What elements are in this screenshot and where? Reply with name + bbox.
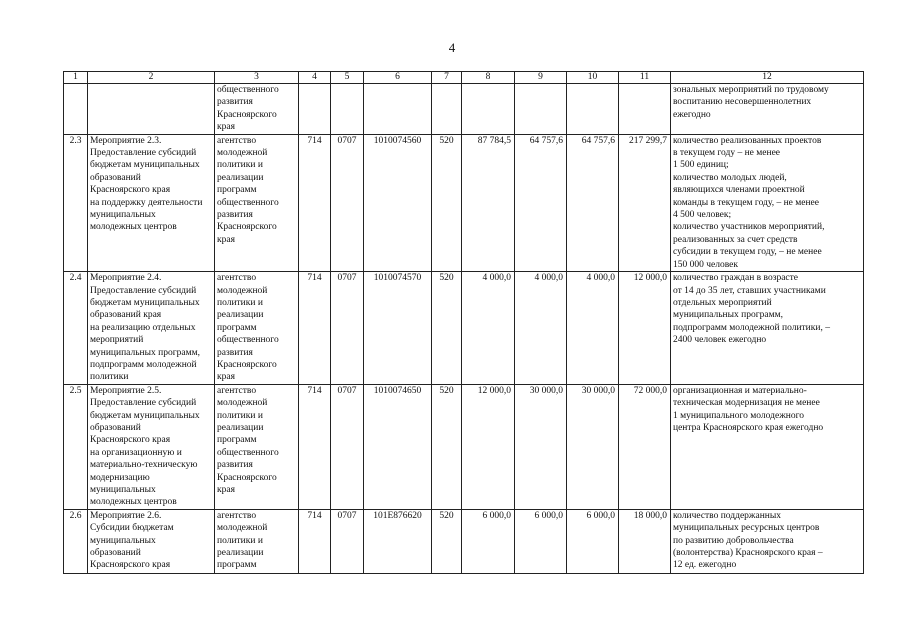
- cell-result: количество реализованных проектов в текущем году – не менее 1 500 единиц; количество молодых людей, являющихся членами проектной команды в текущем году, – не менее 4 500 человек; количество участников мероприятий, реализованных за счет средств субсидии в текущем году, – не менее 150 000 человек: [671, 134, 864, 271]
- table-row: [64, 272, 864, 385]
- cell-result: зональных мероприятий по трудовому воспитанию несовершеннолетних ежегодно: [671, 84, 864, 135]
- cell-vr: 520: [432, 384, 462, 509]
- col-header: 11: [619, 72, 671, 84]
- cell-number: 2.6: [64, 509, 88, 573]
- col-header: 2: [88, 72, 215, 84]
- cell-grbs: [299, 84, 331, 135]
- cell-year1: 87 784,5: [462, 134, 515, 271]
- cell-number: 2.3: [64, 134, 88, 271]
- cell-year1: [462, 84, 515, 135]
- cell-year1: 4 000,0: [462, 272, 515, 385]
- cell-csr: [364, 84, 432, 135]
- col-header: 1: [64, 72, 88, 84]
- cell-year1: 6 000,0: [462, 509, 515, 573]
- cell-event: [88, 84, 215, 135]
- cell-csr: 101E876620: [364, 509, 432, 573]
- cell-vr: 520: [432, 509, 462, 573]
- cell-year2: [515, 84, 567, 135]
- cell-total: 18 000,0: [619, 509, 671, 573]
- cell-event: Мероприятие 2.4. Предоставление субсидий бюджетам муниципальных образований края на реализацию отдельных мероприятий муниципальных программ, подпрограмм молодежной политики: [88, 272, 215, 385]
- table-row: [64, 84, 864, 135]
- cell-executor: агентство молодежной политики и реализации программ общественного развития Красноярского края: [215, 134, 299, 271]
- table-row: [64, 134, 864, 271]
- cell-event: Мероприятие 2.6. Субсидии бюджетам муниципальных образований Красноярского края: [88, 509, 215, 573]
- cell-event: Мероприятие 2.5. Предоставление субсидий бюджетам муниципальных образований Красноярского края на организационную и материально-техническую модернизацию муниципальных молодежных центров: [88, 384, 215, 509]
- cell-rzpr: [331, 84, 364, 135]
- cell-grbs: 714: [299, 509, 331, 573]
- cell-rzpr: 0707: [331, 384, 364, 509]
- cell-year3: 4 000,0: [567, 272, 619, 385]
- cell-rzpr: 0707: [331, 134, 364, 271]
- cell-grbs: 714: [299, 134, 331, 271]
- header-row: [64, 72, 864, 84]
- cell-year2: 64 757,6: [515, 134, 567, 271]
- cell-result: количество граждан в возрасте от 14 до 35 лет, ставших участниками отдельных мероприятий муниципальных программ, подпрограмм молодежной политики, – 2400 человек ежегодно: [671, 272, 864, 385]
- cell-year1: 12 000,0: [462, 384, 515, 509]
- cell-total: [619, 84, 671, 135]
- program-table: [63, 71, 864, 574]
- cell-year2: 4 000,0: [515, 272, 567, 385]
- cell-year3: 6 000,0: [567, 509, 619, 573]
- cell-result: организационная и материально- техническая модернизация не менее 1 муниципального молодежного центра Красноярского края ежегодно: [671, 384, 864, 509]
- col-header: 5: [331, 72, 364, 84]
- table-row: [64, 509, 864, 573]
- col-header: 12: [671, 72, 864, 84]
- cell-year3: [567, 84, 619, 135]
- cell-vr: [432, 84, 462, 135]
- cell-rzpr: 0707: [331, 272, 364, 385]
- col-header: 9: [515, 72, 567, 84]
- col-header: 6: [364, 72, 432, 84]
- cell-grbs: 714: [299, 384, 331, 509]
- cell-result: количество поддержанных муниципальных ресурсных центров по развитию добровольчества (волонтерства) Красноярского края – 12 ед. ежегодно: [671, 509, 864, 573]
- cell-total: 12 000,0: [619, 272, 671, 385]
- cell-csr: 1010074570: [364, 272, 432, 385]
- cell-executor: агентство молодежной политики и реализации программ общественного развития Красноярского края: [215, 384, 299, 509]
- col-header: 7: [432, 72, 462, 84]
- cell-csr: 1010074560: [364, 134, 432, 271]
- cell-csr: 1010074650: [364, 384, 432, 509]
- cell-number: 2.4: [64, 272, 88, 385]
- page-number: 4: [448, 40, 456, 55]
- table-row: [64, 384, 864, 509]
- cell-vr: 520: [432, 272, 462, 385]
- cell-year2: 6 000,0: [515, 509, 567, 573]
- cell-vr: 520: [432, 134, 462, 271]
- cell-executor: общественного развития Красноярского края: [215, 84, 299, 135]
- cell-event: Мероприятие 2.3. Предоставление субсидий бюджетам муниципальных образований Красноярского края на поддержку деятельности муниципальных молодежных центров: [88, 134, 215, 271]
- col-header: 10: [567, 72, 619, 84]
- cell-grbs: 714: [299, 272, 331, 385]
- cell-number: [64, 84, 88, 135]
- cell-number: 2.5: [64, 384, 88, 509]
- col-header: 4: [299, 72, 331, 84]
- cell-year2: 30 000,0: [515, 384, 567, 509]
- col-header: 8: [462, 72, 515, 84]
- cell-year3: 30 000,0: [567, 384, 619, 509]
- cell-rzpr: 0707: [331, 509, 364, 573]
- cell-executor: агентство молодежной политики и реализации программ: [215, 509, 299, 573]
- cell-executor: агентство молодежной политики и реализации программ общественного развития Красноярского края: [215, 272, 299, 385]
- cell-total: 217 299,7: [619, 134, 671, 271]
- col-header: 3: [215, 72, 299, 84]
- cell-total: 72 000,0: [619, 384, 671, 509]
- cell-year3: 64 757,6: [567, 134, 619, 271]
